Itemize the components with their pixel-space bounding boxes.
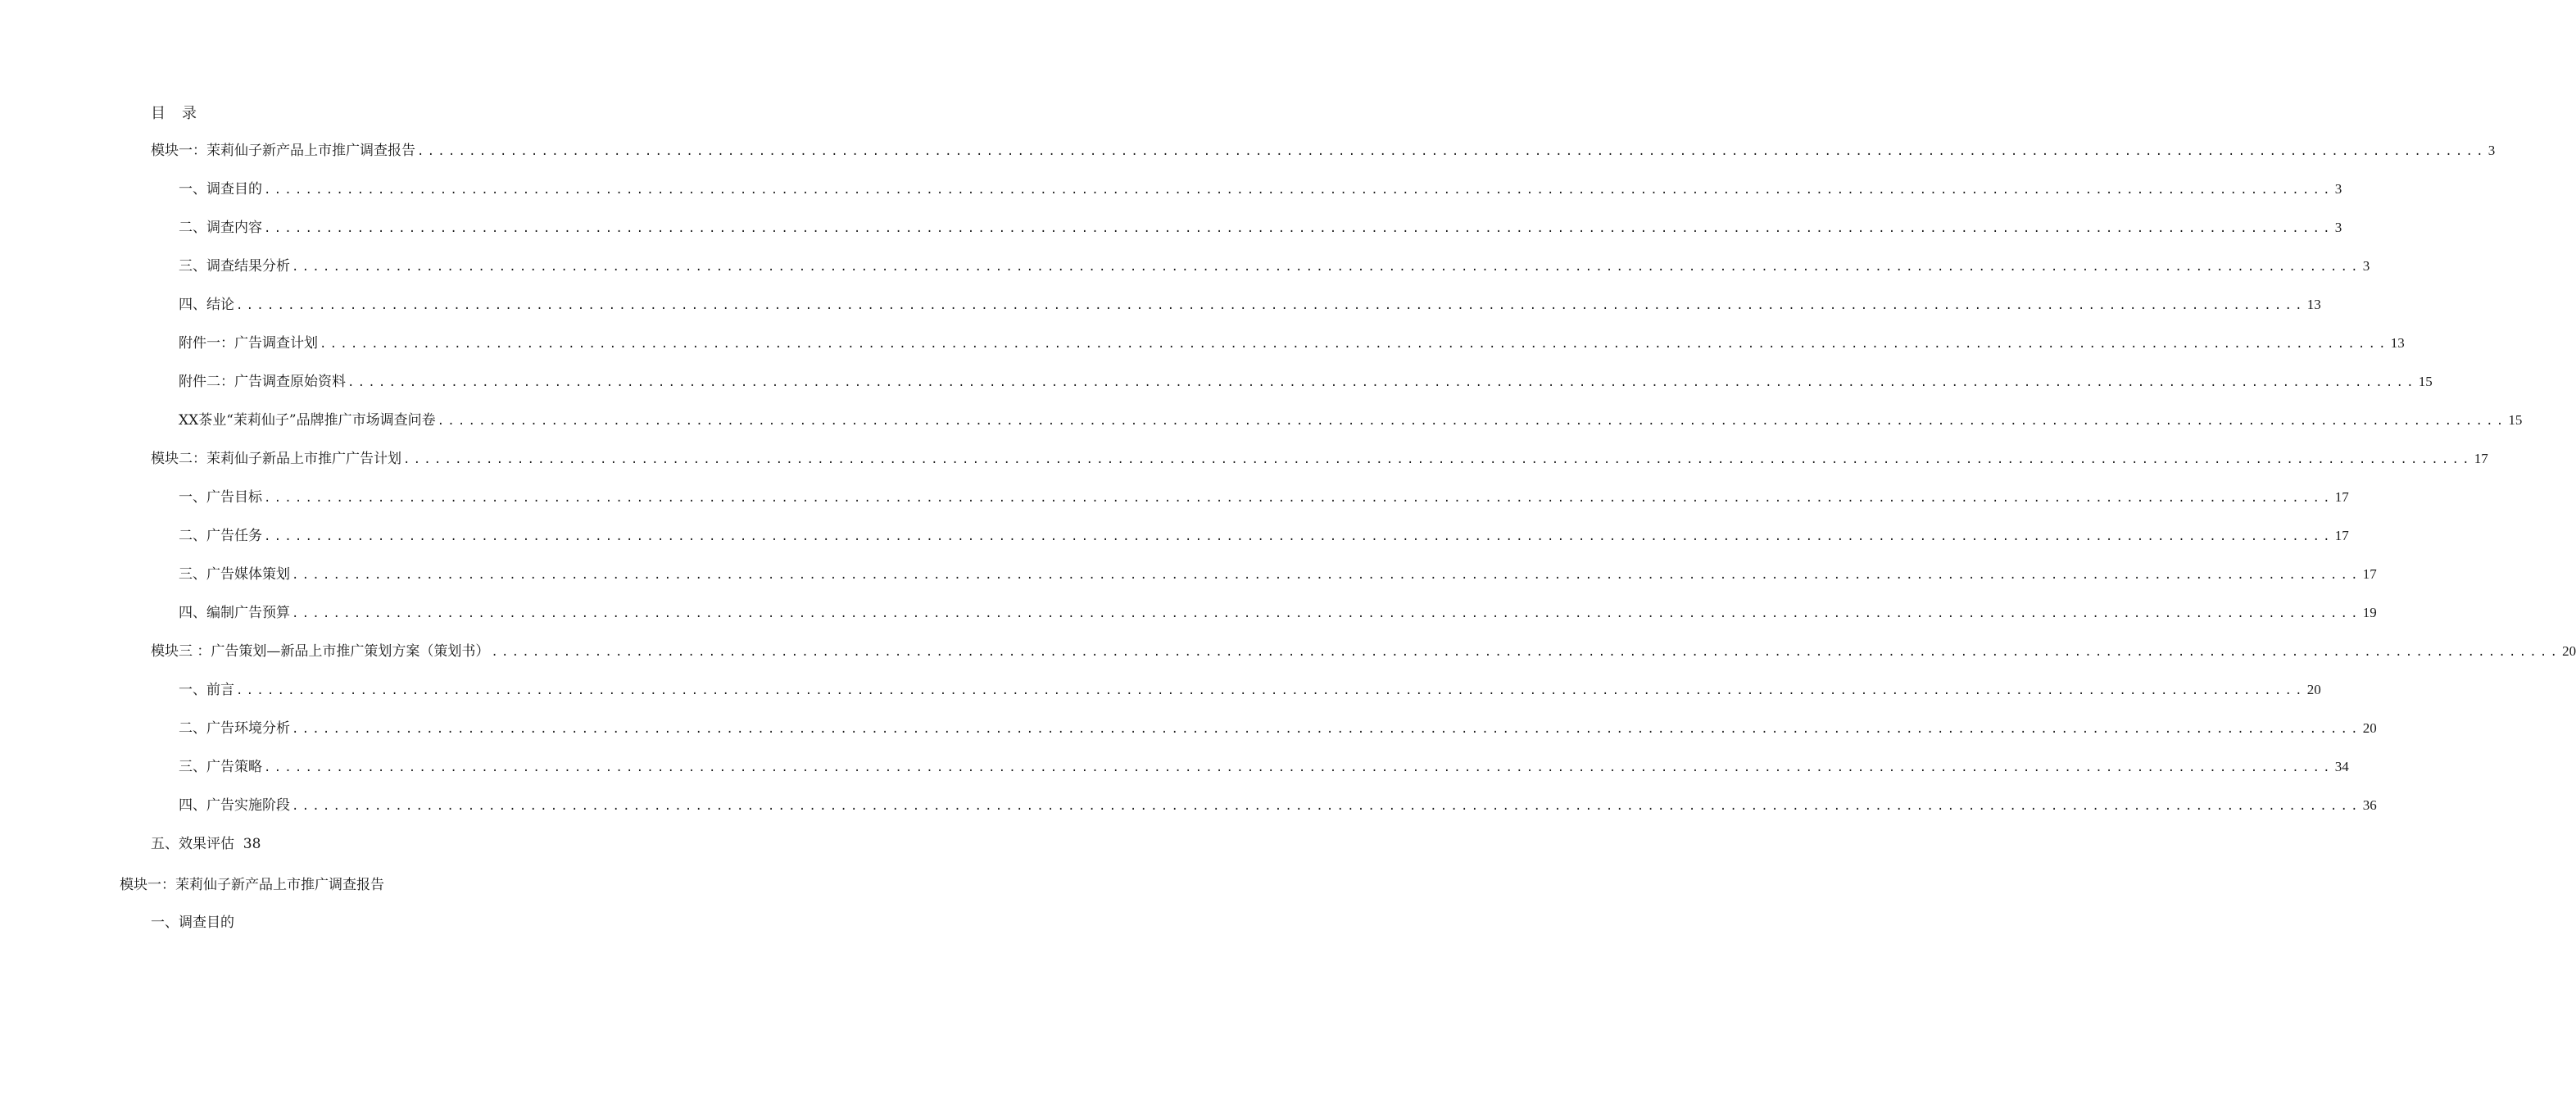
toc-entry-label: 模块二：茉莉仙子新品上市推广广告计划: [151, 451, 401, 467]
toc-entry[interactable]: [179, 179, 2342, 199]
leader-dots: ........................................................................................................................................................................................................: [320, 338, 2389, 351]
toc-entry-label: 一、广告目标: [179, 489, 262, 506]
toc-last-entry[interactable]: 五、效果评估 38: [151, 836, 261, 852]
leader-dots: ........................................................................................................................................................................................................: [491, 646, 2561, 659]
leader-dots: ........................................................................................................................................................................................................: [264, 761, 2333, 774]
toc-entry-label: 三、广告媒体策划: [179, 566, 290, 583]
leader-dots: ........................................................................................................................................................................................................: [264, 222, 2333, 235]
section-heading: 模块一：茉莉仙子新产品上市推广调查报告: [120, 877, 384, 893]
leader-dots: ........................................................................................................................................................................................................: [264, 184, 2333, 197]
toc-entry[interactable]: [179, 372, 2433, 392]
toc-entry-page: 36: [2362, 797, 2377, 813]
toc-title-char-2: 录: [182, 105, 197, 122]
toc-entry[interactable]: [179, 334, 2405, 353]
toc-entry-label: 一、前言: [179, 682, 234, 698]
leader-dots: ........................................................................................................................................................................................................: [347, 376, 2417, 389]
toc-entry-page: 3: [2334, 181, 2342, 197]
toc-entry-page: 17: [2362, 566, 2377, 582]
toc-entry-page: 13: [2390, 335, 2405, 351]
toc-entry-label: 模块一：茉莉仙子新产品上市推广调查报告: [151, 143, 415, 159]
toc-title: [151, 102, 197, 123]
toc-entry-label: 模块三 ：广告策划—新品上市推广策划方案（策划书）: [151, 643, 490, 660]
toc-entry-page: 15: [2418, 374, 2433, 389]
toc-entry[interactable]: [179, 757, 2349, 777]
toc-entry-label: 四、编制广告预算: [179, 605, 290, 621]
toc-entry-page: 17: [2334, 489, 2349, 505]
toc-title-char-1: 目: [151, 105, 166, 122]
toc-entry-label: 三、广告策略: [179, 759, 262, 775]
toc-entry-page: 3: [2334, 220, 2342, 235]
toc-entry-page: 13: [2306, 297, 2321, 312]
leader-dots: ........................................................................................................................................................................................................: [264, 492, 2333, 505]
toc-entry-page: 19: [2362, 605, 2377, 620]
toc-entry-label: 四、广告实施阶段: [179, 797, 290, 814]
toc-entry[interactable]: [179, 796, 2377, 815]
toc-entry-page: 20: [2562, 643, 2576, 659]
leader-dots: ........................................................................................................................................................................................................: [403, 453, 2473, 466]
toc-entry-page: 3: [2362, 258, 2370, 274]
leader-dots: ........................................................................................................................................................................................................: [437, 415, 2507, 428]
toc-entry[interactable]: [179, 565, 2377, 584]
leader-dots: ........................................................................................................................................................................................................: [264, 530, 2333, 543]
leader-dots: ........................................................................................................................................................................................................: [292, 800, 2361, 813]
toc-entry-page: 17: [2334, 528, 2349, 543]
leader-dots: ........................................................................................................................................................................................................: [292, 261, 2361, 274]
toc-entry-page: 20: [2306, 682, 2321, 697]
toc-entry-label: 二、广告环境分析: [179, 720, 290, 737]
leader-dots: ........................................................................................................................................................................................................: [236, 299, 2306, 312]
toc-entry-page: 17: [2474, 451, 2488, 466]
toc-entry[interactable]: [179, 256, 2370, 276]
toc-entry-page: 20: [2362, 720, 2377, 736]
toc-entry-page: 3: [2488, 143, 2496, 158]
toc-entry-label: 二、广告任务: [179, 528, 262, 544]
toc-entry-label: 四、结论: [179, 297, 234, 313]
toc-entry-label: 三、调查结果分析: [179, 258, 290, 275]
toc-entry[interactable]: [179, 411, 2523, 430]
section-subheading: 一、调查目的: [151, 915, 234, 931]
toc-entry-page: 15: [2508, 412, 2523, 428]
leader-dots: ........................................................................................................................................................................................................: [236, 684, 2306, 697]
toc-entry-label: 一、调查目的: [179, 181, 262, 197]
toc-entry[interactable]: [151, 642, 2576, 661]
toc-entry-label: XX茶业“茉莉仙子”品牌推广市场调查问卷: [179, 412, 436, 429]
toc-entry[interactable]: [179, 680, 2321, 700]
toc-entry[interactable]: [179, 603, 2377, 623]
leader-dots: ........................................................................................................................................................................................................: [417, 145, 2487, 158]
toc-entry[interactable]: [151, 449, 2488, 469]
toc-entry[interactable]: [179, 295, 2321, 315]
toc-entry-label: 附件二：广告调查原始资料: [179, 374, 346, 390]
toc-entry[interactable]: [179, 218, 2342, 238]
toc-entry[interactable]: [179, 719, 2377, 738]
toc-entry[interactable]: [151, 141, 2496, 161]
toc-entry-label: 附件一：广告调查计划: [179, 335, 318, 352]
toc-entry-label: 二、调查内容: [179, 220, 262, 236]
toc-entry-page: 34: [2334, 759, 2349, 774]
toc-entry[interactable]: [179, 488, 2349, 507]
leader-dots: ........................................................................................................................................................................................................: [292, 569, 2361, 582]
leader-dots: ........................................................................................................................................................................................................: [292, 723, 2361, 736]
toc-entry[interactable]: [179, 526, 2349, 546]
leader-dots: ........................................................................................................................................................................................................: [292, 607, 2361, 620]
